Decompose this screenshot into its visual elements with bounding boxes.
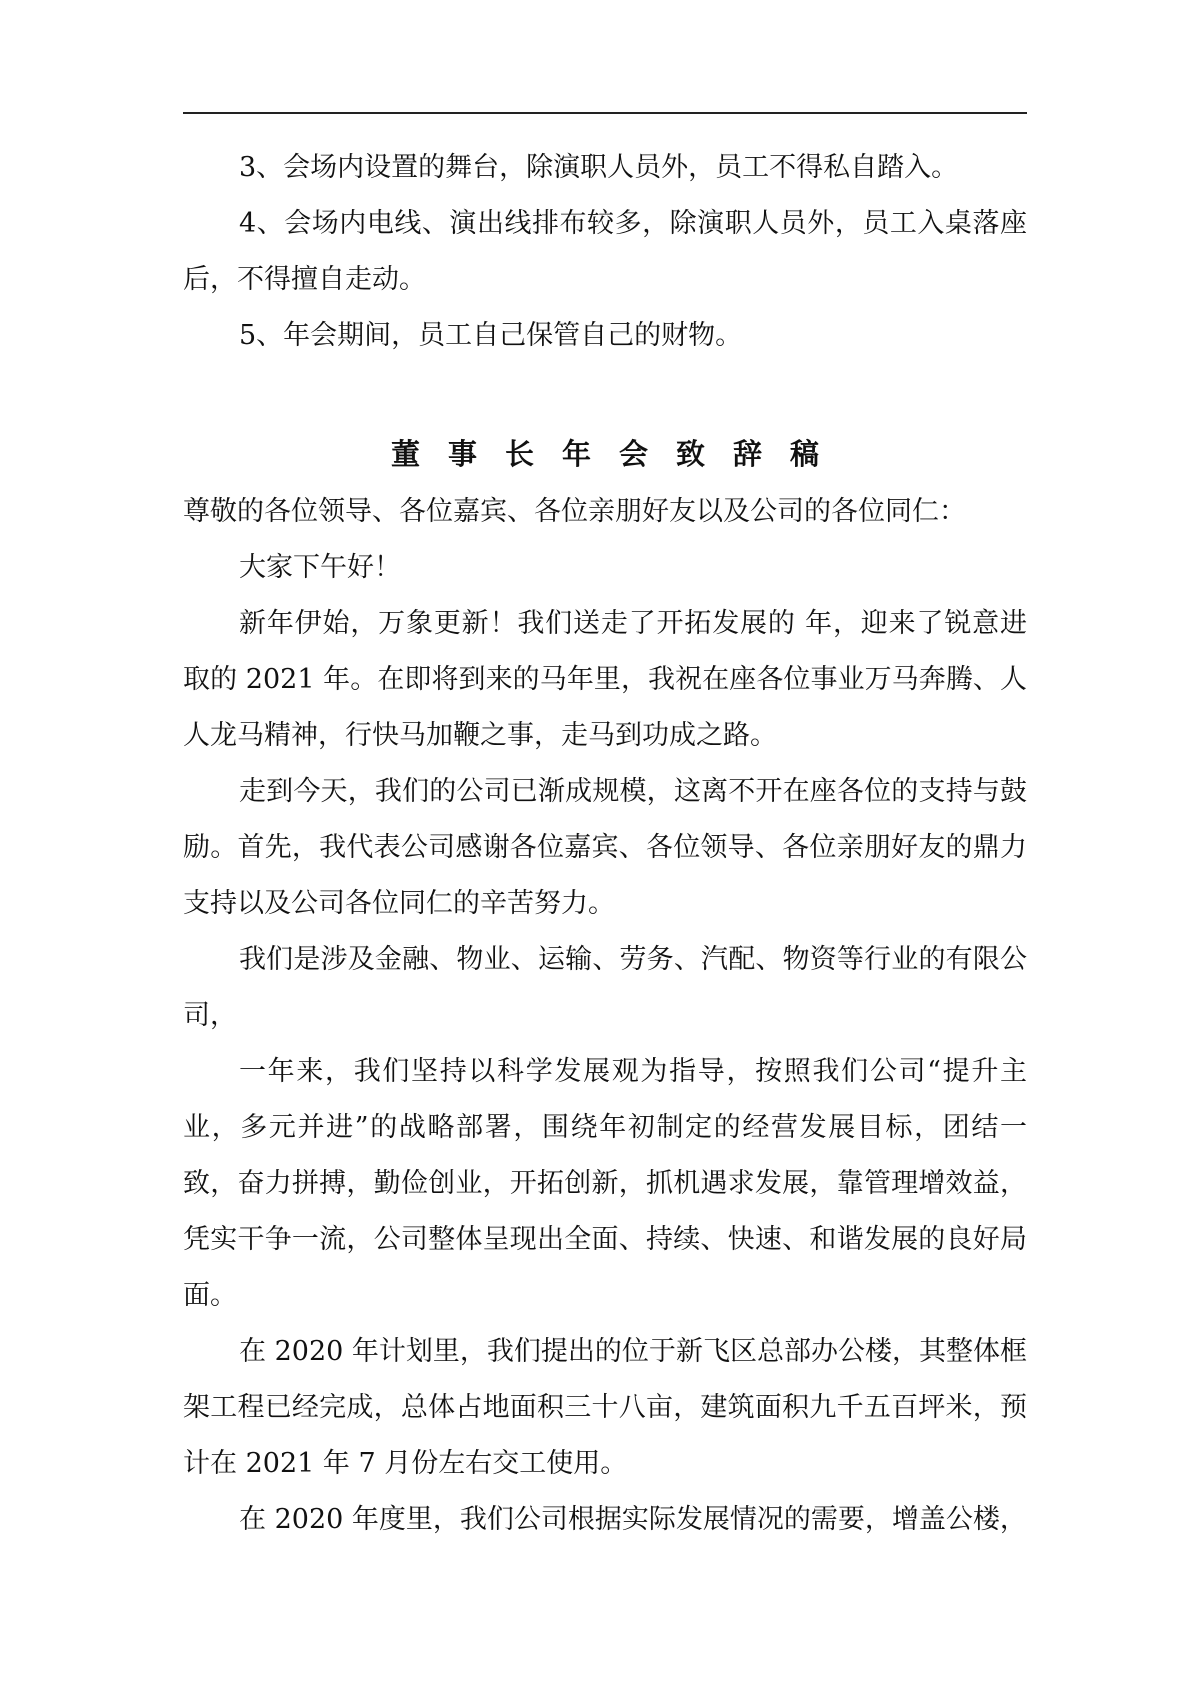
salutation: 尊敬的各位领导、各位嘉宾、各位亲朋好友以及公司的各位同仁： xyxy=(183,496,966,527)
intro-item: 4、会场内电线、演出线排布较多，除演职人员外，员工入桌落座后，不得擅自走动。 xyxy=(183,208,1027,295)
header-rule xyxy=(183,112,1027,114)
intro-item: 3、会场内设置的舞台，除演职人员外，员工不得私自踏入。 xyxy=(239,152,959,183)
paragraph: 在 2020 年度里，我们公司根据实际发展情况的需要，增盖公楼， xyxy=(239,1504,1027,1535)
paragraph: 大家下午好！ xyxy=(239,552,401,583)
section-gap xyxy=(183,364,1027,424)
paragraph: 走到今天，我们的公司已渐成规模，这离不开在座各位的支持与鼓励。首先，我代表公司感谢各位嘉宾、各位领导、各位亲朋好友的鼎力支持以及公司各位同仁的辛苦努力。 xyxy=(183,776,1027,919)
intro-item: 5、年会期间，员工自己保管自己的财物。 xyxy=(239,320,743,351)
paragraph: 我们是涉及金融、物业、运输、劳务、汽配、物资等行业的有限公司， xyxy=(183,944,1027,1031)
speech-title: 董事长年会致辞稿 xyxy=(390,437,847,471)
paragraph: 新年伊始，万象更新！我们送走了开拓发展的 年，迎来了锐意进取的 2021 年。在即将到来的马年里，我祝在座各位事业万马奔腾、人人龙马精神，行快马加鞭之事，走马到功成之路。 xyxy=(183,608,1027,751)
document-body xyxy=(183,140,1027,1548)
paragraph: 在 2020 年计划里，我们提出的位于新飞区总部办公楼，其整体框架工程已经完成，总体占地面积三十八亩，建筑面积九千五百坪米，预计在 2021 年 7 月份左右交工使用。 xyxy=(183,1336,1027,1479)
paragraph: 一年来，我们坚持以科学发展观为指导，按照我们公司“提升主业，多元并进”的战略部署，围绕年初制定的经营发展目标，团结一致，奋力拼搏，勤俭创业，开拓创新，抓机遇求发展，靠管理增效益，凭实干争一流，公司整体呈现出全面、持续、快速、和谐发展的良好局面。 xyxy=(183,1056,1027,1311)
